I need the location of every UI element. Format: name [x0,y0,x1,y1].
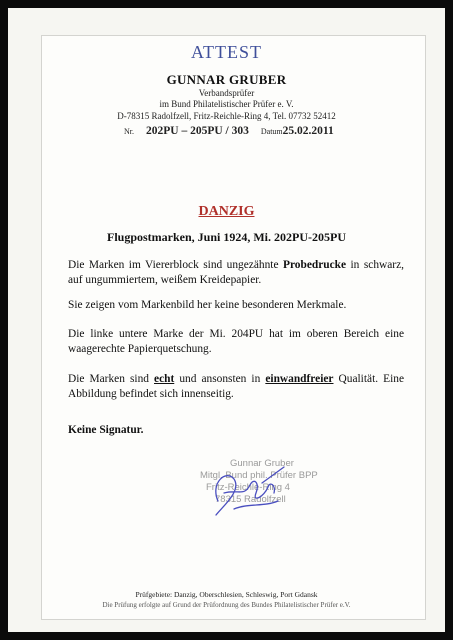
number-label: Nr. [124,127,134,136]
handwritten-signature [204,463,294,523]
date-label: Datum [260,127,283,136]
p4-text-a: Die Marken sind [68,373,155,385]
number-value: 202PU – 205PU / 303 [146,125,249,137]
stamp-line-name: Gunnar Gruber [230,458,294,469]
stamp-line-city: 78315 Radolfzell [215,494,286,505]
p4-text-e: Qualität. Eine Abbildung befindet sich innenseitig. [68,373,405,400]
paragraph-defect: Die linke untere Marke der Mi. 204PU hat im oberen Bereich eine waagerechte Papierquetschung. [68,328,404,355]
stamp-line-membership: Mitgl. Bund phil. Prüfer BPP [200,470,318,481]
footer-rules: Die Prüfung erfolgte auf Grund der Prüfordnung des Bundes Philatelistischer Prüfer e.V. [102,601,351,609]
issuer-address: D-78315 Radolfzell, Fritz-Reichle-Ring 4, Tel. 07732 52412 [117,111,336,121]
stamp-line-street: Fritz-Reichle-Ring 4 [206,482,290,493]
p4-text-c: und ansonsten in [174,373,266,385]
certificate-number-line [124,123,334,138]
section-heading: DANZIG [198,204,255,219]
p4-genuine: echt [154,373,175,385]
subheading [8,230,445,245]
paragraph-features: Sie zeigen vom Markenbild her keine besonderen Merkmale. [68,299,347,311]
certificate-title: ATTEST [191,42,262,62]
issuer-role: Verbandsprüfer [198,88,255,98]
subheading-catalog: Mi. 202PU-205PU [253,230,346,244]
issuer-name: GUNNAR GRUBER [166,72,287,87]
p4-quality: einwandfreier [265,373,334,385]
paragraph-verdict [68,372,404,402]
signature-note: Keine Signatur. [68,424,144,436]
p1-text-c: in schwarz, auf ungummiertem, weißem Kreidepapier. [68,259,404,286]
paragraph-description [68,258,404,288]
issuer-org: im Bund Philatelistischer Prüfer e. V. [159,99,294,109]
certificate-frame [8,8,445,632]
subheading-lead: Flugpostmarken, Juni 1924, [106,230,254,244]
date-value: 25.02.2011 [282,125,334,137]
p1-text-a: Die Marken im Viererblock sind ungezähnte [68,259,283,271]
p1-bold: Probedrucke [282,259,347,271]
footer-areas: Prüfgebiete: Danzig, Oberschlesien, Schleswig, Port Gdansk [135,590,318,599]
